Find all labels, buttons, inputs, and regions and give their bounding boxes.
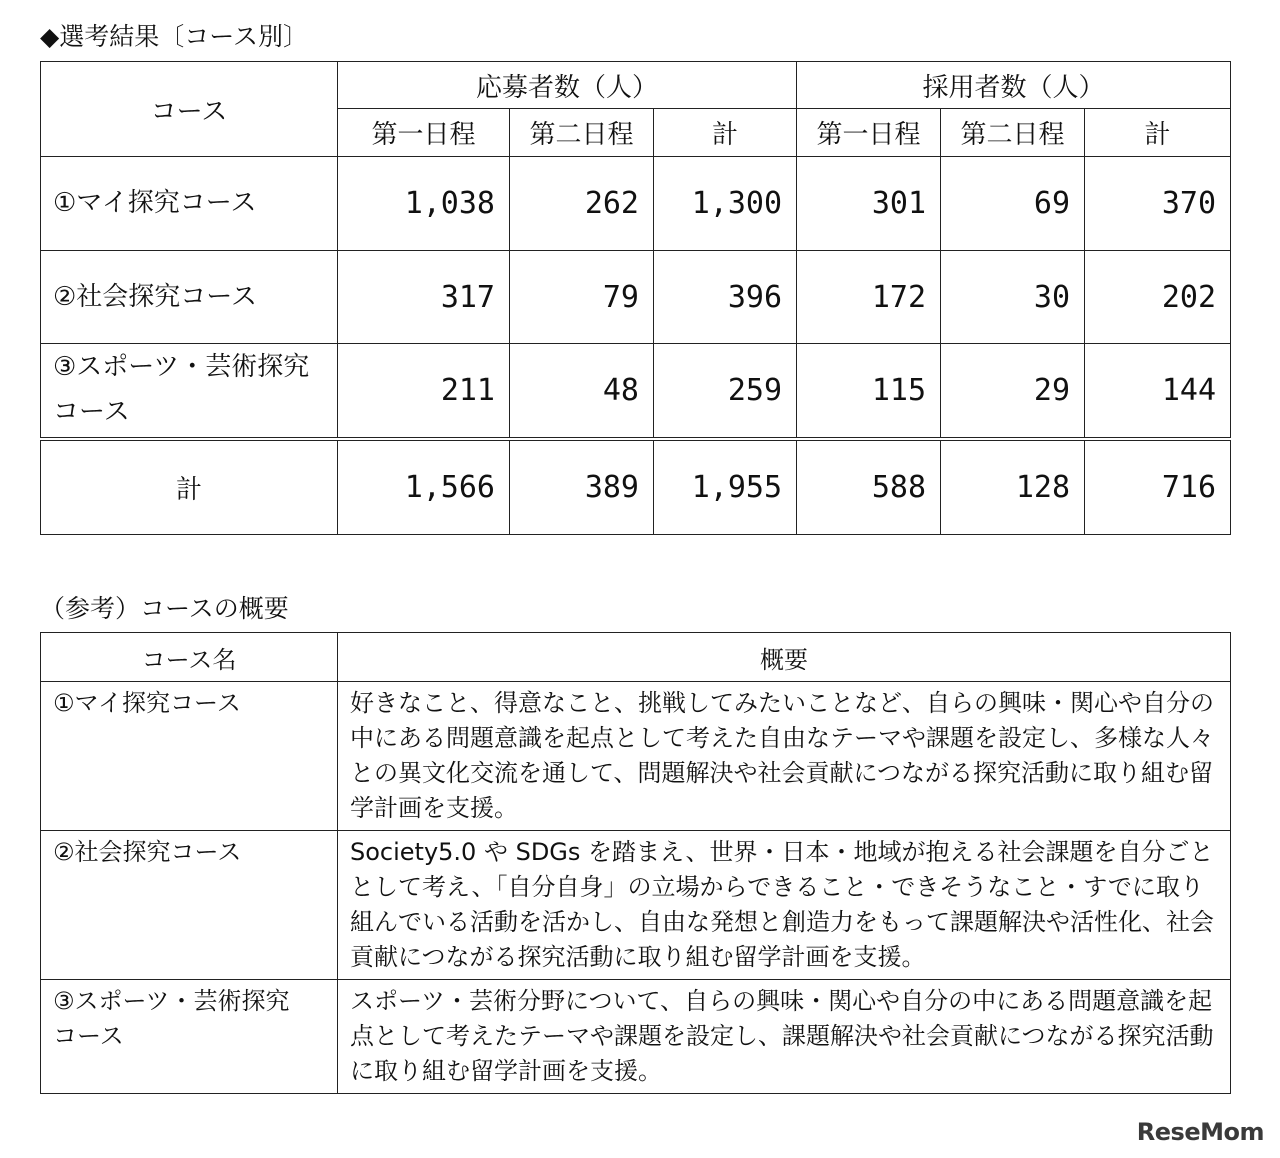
applicants-total-cell: 259: [654, 344, 797, 439]
course-summary: スポーツ・芸術分野について、自らの興味・関心や自分の中にある問題意識を起点として考えたテーマや課題を設定し、課題解決や社会貢献につながる探究活動に取り組む留学計画を支援。: [338, 980, 1231, 1094]
course-overview-table: [40, 632, 1231, 1094]
header-app-day2: 第二日程: [510, 109, 654, 157]
header-applicants: 応募者数（人）: [338, 62, 797, 109]
course-summary: Society5.0 や SDGs を踏まえ、世界・日本・地域が抱える社会課題を自分ごととして考え、「自分自身」の立場からできること・できそうなこと・すでに取り組んでいる活動を活かし、自由な発想と創造力をもって課題解決や活性化、社会貢献につながる探究活動に取り組む留学計画を支援。: [338, 831, 1231, 980]
table-header-row: [41, 633, 1231, 682]
hired-total-cell: 202: [1085, 251, 1231, 344]
applicants-day2-cell: 79: [510, 251, 654, 344]
applicants-day2-cell: 48: [510, 344, 654, 439]
total-applicants-total: 1,955: [654, 439, 797, 535]
applicants-day1-cell: 317: [338, 251, 510, 344]
course-name: ①マイ探究コース: [53, 689, 241, 717]
table-row: [41, 157, 1231, 251]
total-hired-day1: 588: [797, 439, 941, 535]
total-applicants-day1: 1,566: [338, 439, 510, 535]
course-overview-heading: （参考）コースの概要: [40, 594, 289, 623]
header-app-total: 計: [654, 109, 797, 157]
hired-day2-cell: 30: [941, 251, 1085, 344]
resemom-logo: ReseMom: [1136, 1118, 1264, 1146]
course-name-cell: [41, 980, 338, 1094]
header-hire-day1: 第一日程: [797, 109, 941, 157]
course-name: ③スポーツ・芸術探究: [53, 987, 290, 1015]
header-hired: 採用者数（人）: [797, 62, 1231, 109]
hired-day2-cell: 29: [941, 344, 1085, 439]
header-hire-total: 計: [1085, 109, 1231, 157]
course-name-continued: コース: [53, 397, 130, 428]
course-name: ①マイ探究コース: [53, 188, 257, 218]
course-name-cell: [41, 344, 338, 439]
total-hired-day2: 128: [941, 439, 1085, 535]
selection-results-heading: ◆選考結果〔コース別〕: [40, 22, 308, 51]
hired-day1-cell: 115: [797, 344, 941, 439]
applicants-total-cell: 396: [654, 251, 797, 344]
course-name-cell: [41, 157, 338, 251]
course-name-cell: [41, 251, 338, 344]
total-applicants-day2: 389: [510, 439, 654, 535]
table-header-row: [41, 62, 1231, 109]
course-name: ②社会探究コース: [53, 281, 258, 312]
applicants-day1-cell: 1,038: [338, 157, 510, 251]
course-summary: 好きなこと、得意なこと、挑戦してみたいことなど、自らの興味・関心や自分の中にある問題意識を起点として考えた自由なテーマや課題を設定し、多様な人々との異文化交流を通して、問題解決や社会貢献につながる探究活動に取り組む留学計画を支援。: [338, 682, 1231, 831]
header-course: コース: [41, 62, 338, 157]
header-hire-day2: 第二日程: [941, 109, 1085, 157]
course-name: ③スポーツ・芸術探究: [53, 352, 310, 383]
header-app-day1: 第一日程: [338, 109, 510, 157]
course-name-cell: [41, 682, 338, 831]
header-course-name: コース名: [41, 633, 338, 682]
selection-results-table: [40, 61, 1231, 535]
table-row: [41, 682, 1231, 831]
hired-day1-cell: 172: [797, 251, 941, 344]
applicants-total-cell: 1,300: [654, 157, 797, 251]
hired-day2-cell: 69: [941, 157, 1085, 251]
hired-total-cell: 144: [1085, 344, 1231, 439]
hired-total-cell: 370: [1085, 157, 1231, 251]
course-name-continued: コース: [53, 1022, 124, 1050]
total-row: [41, 439, 1231, 535]
course-name-cell: [41, 831, 338, 980]
table-row: [41, 831, 1231, 980]
table-row: [41, 344, 1231, 439]
hired-day1-cell: 301: [797, 157, 941, 251]
course-name: ②社会探究コース: [53, 838, 242, 866]
total-label: 計: [41, 439, 338, 535]
header-summary: 概要: [338, 633, 1231, 682]
table-row: [41, 251, 1231, 344]
table-row: [41, 980, 1231, 1094]
applicants-day1-cell: 211: [338, 344, 510, 439]
applicants-day2-cell: 262: [510, 157, 654, 251]
total-hired-total: 716: [1085, 439, 1231, 535]
